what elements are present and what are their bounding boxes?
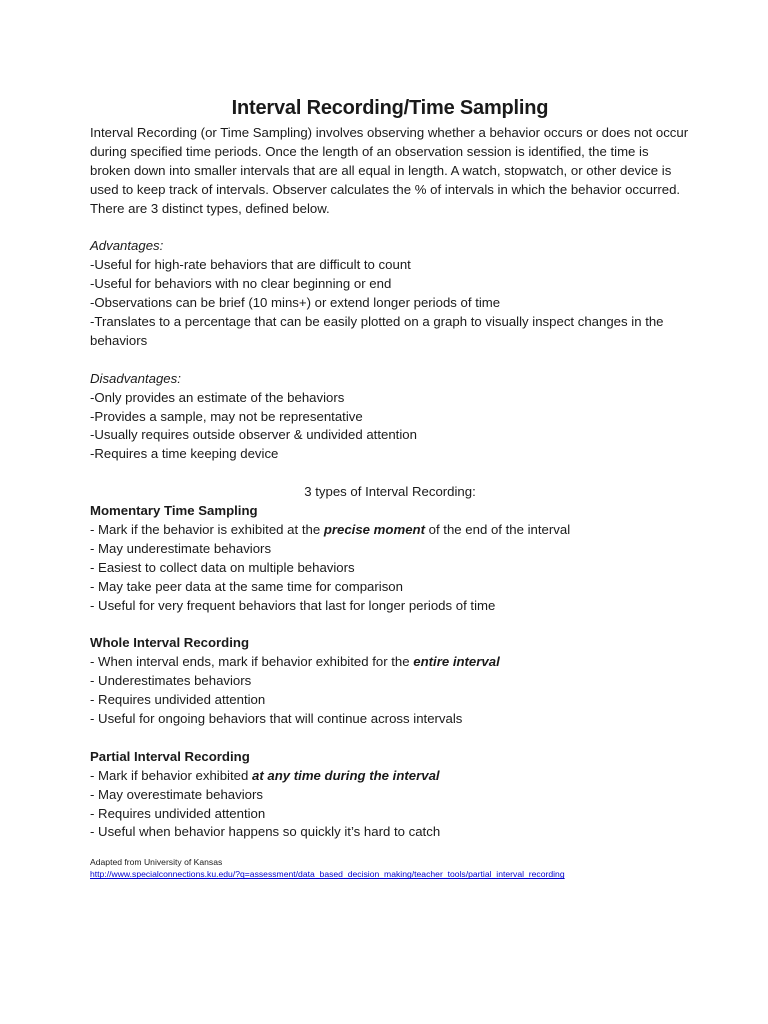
types-heading: 3 types of Interval Recording: — [304, 484, 476, 500]
partial-interval-item: - Mark if behavior exhibited at any time during the interval — [90, 767, 440, 783]
disadvantage-item: -Only provides an estimate of the behaviors — [90, 389, 345, 405]
source-link[interactable]: http://www.specialconnections.ku.edu/?q=assessment/data_based_decision_making/teacher_tools/partial_interval_recording — [90, 869, 565, 880]
document-body — [90, 124, 690, 842]
partial-interval-item: - Useful when behavior happens so quickly it’s hard to catch — [90, 824, 441, 840]
momentary-item: - Useful for very frequent behaviors that last for longer periods of time — [90, 597, 496, 613]
partial-interval-section — [90, 748, 690, 843]
whole-interval-item: - Requires undivided attention — [90, 692, 266, 708]
disadvantage-item: -Requires a time keeping device — [90, 446, 279, 462]
document-title: Interval Recording/Time Sampling — [231, 97, 549, 119]
advantage-item: -Useful for behaviors with no clear beginning or end — [90, 276, 392, 292]
partial-interval-item: - Requires undivided attention — [90, 805, 266, 821]
momentary-item: - Easiest to collect data on multiple behaviors — [90, 559, 355, 575]
partial-interval-heading: Partial Interval Recording — [90, 748, 250, 764]
disadvantage-item: -Provides a sample, may not be representative — [90, 408, 363, 424]
whole-interval-item: - When interval ends, mark if behavior exhibited for the entire interval — [90, 654, 500, 670]
advantage-item: -Useful for high-rate behaviors that are difficult to count — [90, 257, 411, 273]
advantages-section — [90, 237, 690, 350]
momentary-section — [90, 502, 690, 615]
advantage-item: -Translates to a percentage that can be easily plotted on a graph to visually inspect changes in the behaviors — [90, 314, 664, 348]
momentary-item: - May underestimate behaviors — [90, 540, 272, 556]
intro-paragraph: Interval Recording (or Time Sampling) involves observing whether a behavior occurs or does not occur during specified time periods. Once the length of an observation session is identified, the time is broken down into smaller intervals that are all equal in length. A watch, stopwatch, or other device is used to keep track of intervals. Observer calculates the % of intervals in which the behavior occurred. There are 3 distinct types, defined below. — [90, 125, 689, 216]
advantages-heading: Advantages: — [90, 238, 164, 254]
source-credit: Adapted from University of Kansas — [90, 857, 223, 868]
momentary-item: - Mark if the behavior is exhibited at the precise moment of the end of the interval — [90, 521, 571, 537]
partial-interval-item: - May overestimate behaviors — [90, 786, 263, 802]
disadvantages-heading: Disadvantages: — [90, 370, 181, 386]
momentary-heading: Momentary Time Sampling — [90, 503, 258, 519]
whole-interval-item: - Useful for ongoing behaviors that will continue across intervals — [90, 711, 463, 727]
whole-interval-section — [90, 634, 690, 729]
disadvantages-section — [90, 370, 690, 465]
whole-interval-heading: Whole Interval Recording — [90, 635, 250, 651]
source-footer — [90, 856, 690, 880]
disadvantage-item: -Usually requires outside observer & undivided attention — [90, 427, 417, 443]
document-page — [90, 94, 690, 880]
advantage-item: -Observations can be brief (10 mins+) or extend longer periods of time — [90, 295, 501, 311]
momentary-item: - May take peer data at the same time for comparison — [90, 578, 403, 594]
whole-interval-item: - Underestimates behaviors — [90, 673, 252, 689]
